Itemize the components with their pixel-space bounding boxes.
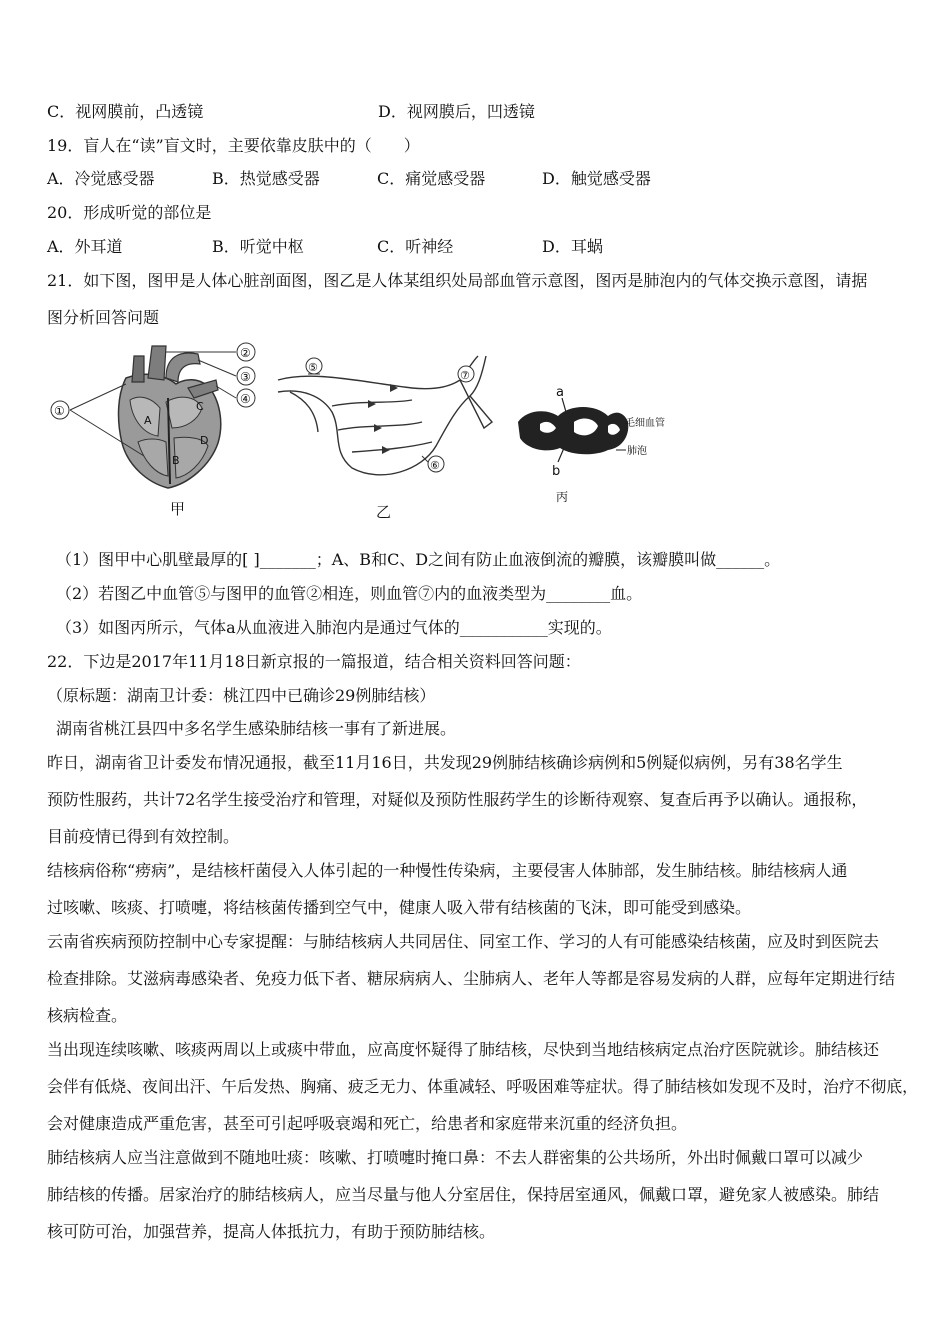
q22-line-14: 肺结核的传播。居家治疗的肺结核病人，应当尽量与他人分室居住，保持居室通风，佩戴口罩，避免家人被感染。肺结 [47, 1185, 880, 1204]
q20-option-d: D．耳蜗 [542, 237, 603, 256]
alveolus-label-a: a [556, 385, 564, 400]
q22-line-5: 结核病俗称“痨病”，是结核杆菌侵入人体引起的一种慢性传染病，主要侵害人体肺部，发生肺结核。肺结核病人通 [47, 861, 848, 880]
q22-line-4: 目前疫情已得到有效控制。 [47, 827, 240, 846]
q22-line-3: 预防性服药，共计72名学生接受治疗和管理，对疑似及预防性服药学生的诊断待观察、复查后再予以确认。通报称， [47, 790, 868, 809]
q19-option-b: B．热觉感受器 [212, 169, 320, 188]
q19-option-c: C．痛觉感受器 [377, 169, 486, 188]
alveolus-label-b: b [552, 464, 561, 479]
q22-line-9: 核病检查。 [47, 1006, 128, 1025]
q22-line-2: 昨日，湖南省卫计委发布情况通报，截至11月16日，共发现29例肺结核确诊病例和5例疑似病例，另有38名学生 [47, 753, 843, 772]
alveolus-label-alveolus: 肺泡 [627, 446, 647, 457]
q22-line-12: 会对健康造成严重危害，甚至可引起呼吸衰竭和死亡，给患者和家庭带来沉重的经济负担。 [47, 1114, 688, 1133]
figure-jia-caption: 甲 [170, 500, 186, 518]
heart-label-1: ① [54, 404, 65, 418]
q19-option-d: D．触觉感受器 [542, 169, 651, 188]
q22-line-6: 过咳嗽、咳痰、打喷嚏，将结核菌传播到空气中，健康人吸入带有结核菌的飞沫，即可能受到感染。 [47, 898, 752, 917]
heart-label-4: ④ [240, 392, 251, 406]
q21-sub3: （3）如图丙所示，气体a从血液进入肺泡内是通过气体的___________实现的。 [56, 618, 612, 637]
q18-option-c: C．视网膜前，凸透镜 [47, 102, 204, 121]
q18-option-d: D．视网膜后，凹透镜 [378, 102, 535, 121]
vessel-label-5: ⑤ [308, 361, 318, 374]
q22-line-10: 当出现连续咳嗽、咳痰两周以上或痰中带血，应高度怀疑得了肺结核，尽快到当地结核病定点治疗医院就诊。肺结核还 [47, 1040, 880, 1059]
figure-vessel-network [272, 352, 496, 492]
q20-stem: 20．形成听觉的部位是 [47, 203, 212, 222]
q22-line-11: 会伴有低烧、夜间出汗、午后发热、胸痛、疲乏无力、体重减轻、呼吸困难等症状。得了肺结核如发现不及时，治疗不彻底， [47, 1077, 919, 1096]
heart-chamber-d: D [200, 434, 209, 447]
q20-option-b: B．听觉中枢 [212, 237, 304, 256]
vessel-label-6: ⑥ [430, 459, 440, 472]
heart-label-2: ② [240, 346, 251, 360]
vessel-label-7: ⑦ [460, 369, 470, 382]
figure-bing-caption: 丙 [556, 490, 569, 504]
q20-option-c: C．听神经 [377, 237, 454, 256]
q22-line-8: 检查排除。艾滋病毒感染者、免疫力低下者、糖尿病病人、尘肺病人、老年人等都是容易发病的人群，应每年定期进行结 [47, 969, 896, 988]
alveolus-label-capillary: 毛细血管 [625, 418, 665, 429]
heart-chamber-c: C [196, 400, 204, 413]
q21-stem-line2: 图分析回答问题 [47, 308, 160, 327]
q21-sub1: （1）图甲中心肌壁最厚的[ ]_______；A、B和C、D之间有防止血液倒流的瓣膜，该瓣膜叫做______。 [56, 550, 781, 569]
heart-chamber-b: B [172, 454, 180, 467]
q22-article-title: （原标题：湖南卫计委：桃江四中已确诊29例肺结核） [47, 686, 436, 705]
figure-alveolus-exchange [512, 382, 696, 482]
q22-stem: 22．下边是2017年11月18日新京报的一篇报道，结合相关资料回答问题： [47, 652, 581, 671]
q22-line-15: 核可防可治，加强营养，提高人体抵抗力，有助于预防肺结核。 [47, 1222, 496, 1241]
heart-chamber-a: A [144, 414, 152, 427]
q22-line-1: 湖南省桃江县四中多名学生感染肺结核一事有了新进展。 [56, 719, 457, 738]
figure-heart-section [48, 338, 268, 498]
q19-option-a: A．冷觉感受器 [47, 169, 155, 188]
q22-line-7: 云南省疾病预防控制中心专家提醒：与肺结核病人共同居住、同室工作、学习的人有可能感染结核菌，应及时到医院去 [47, 932, 880, 951]
q22-line-13: 肺结核病人应当注意做到不随地吐痰：咳嗽、打喷嚏时掩口鼻：不去人群密集的公共场所，外出时佩戴口罩可以减少 [47, 1148, 864, 1167]
q21-sub2: （2）若图乙中血管⑤与图甲的血管②相连，则血管⑦内的血液类型为________血。 [56, 584, 643, 603]
q21-stem-line1: 21．如下图，图甲是人体心脏剖面图，图乙是人体某组织处局部血管示意图，图丙是肺泡内的气体交换示意图，请据 [47, 271, 868, 290]
q19-stem: 19．盲人在“读”盲文时，主要依靠皮肤中的（ ） [47, 136, 420, 155]
figure-yi-caption: 乙 [376, 503, 392, 521]
heart-label-3: ③ [240, 370, 251, 384]
q20-option-a: A．外耳道 [47, 237, 123, 256]
